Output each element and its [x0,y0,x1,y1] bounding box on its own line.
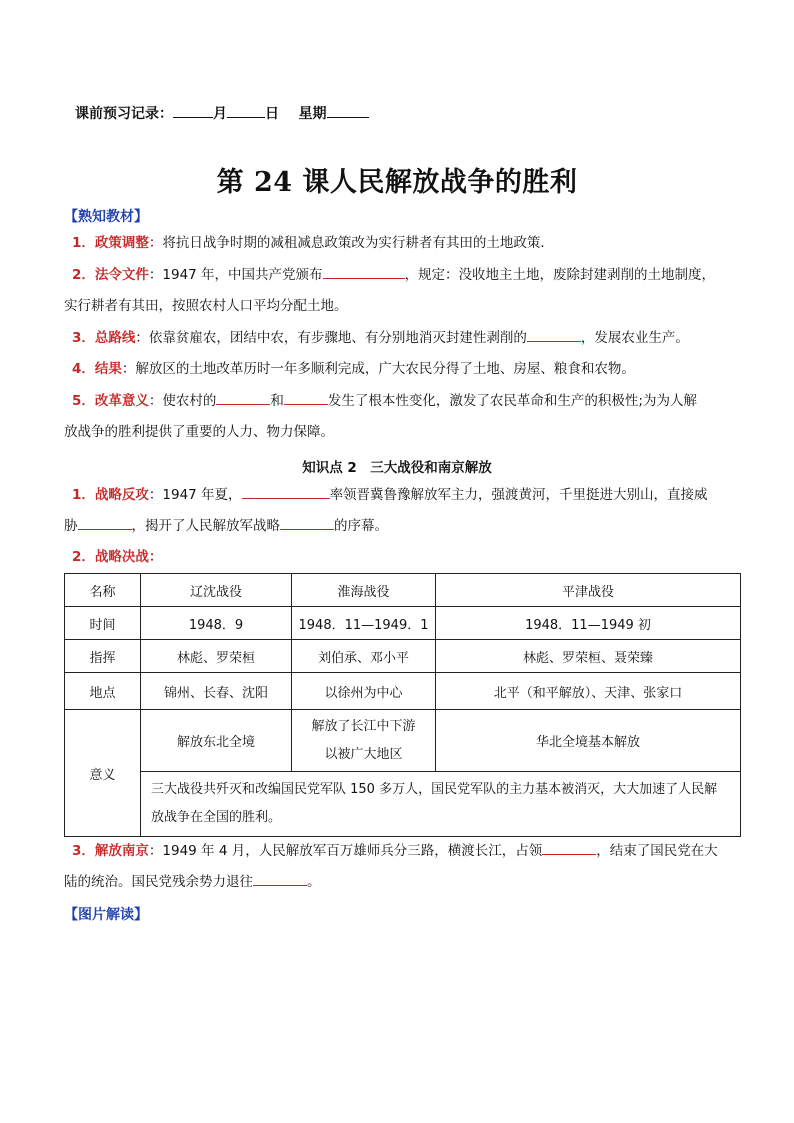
item-text: ：解放区的土地改革历时一年多顺利完成，广大农民分得了土地、房屋、粮食和农物。 [121,361,635,377]
item-text: 。 [307,874,321,890]
item-text: 发生了根本性变化，激发了农民革命和生产的积极性;为为人解 [327,393,697,409]
item-text: ：使农村的 [148,393,217,409]
table-cell: 指挥 [65,640,141,673]
header-cell: 辽沈战役 [141,574,292,607]
item-text: ：1949 年 4 月，人民解放军百万雄师兵分三路，横渡长江，占领 [148,843,543,859]
item-text-continued [64,867,740,898]
table-cell: 华北全境基本解放 [436,710,741,772]
item-number: 1． [72,235,95,251]
item-text: ：依靠贫雇农，团结中农，有步骤地、有分别地消灭封建性剥削的 [135,330,527,346]
table-cell: 1948．9 [141,607,292,640]
item-text: ，规定：没收地主土地，废除封建剥削的土地制度， [404,267,716,283]
keyword: 法令文件 [94,267,149,283]
table-cell [292,710,436,772]
p1-item-5 [64,386,740,448]
table-header-row [65,574,741,607]
item-text: 率领晋冀鲁豫解放军主力，强渡黄河，千里挺进大别山，直接威 [329,487,708,503]
keyword: 总路线 [94,330,136,346]
item-text-continued [64,511,740,542]
table-cell: 时间 [65,607,141,640]
item-number: 4． [72,361,95,377]
item-text: ：1947 年夏， [148,487,242,503]
section-heading-known: 【熟知教材】 [64,209,148,225]
cell-line: 以被广大地区 [324,746,403,762]
p2-item-1 [64,480,740,542]
p2-item-3 [64,836,740,898]
table-cell: 锦州、长春、沈阳 [141,673,292,710]
fill-blank[interactable] [527,327,581,342]
keyword: 改革意义 [94,393,149,409]
table-cell: 林彪、罗荣桓、聂荣臻 [436,640,741,673]
item-number: 2． [72,267,95,283]
table-row [65,673,741,710]
fill-blank[interactable] [542,840,596,855]
table-cell: 1948．11—1949 初 [436,607,741,640]
item-number: 1． [72,487,95,503]
header-cell: 名称 [65,574,141,607]
fill-blank[interactable] [280,515,334,530]
fill-blank[interactable] [216,390,270,405]
p1-item-3 [72,323,740,354]
keyword: 战略反攻 [94,487,149,503]
item-number: 5． [72,393,95,409]
preview-record-line [75,103,369,123]
fill-blank[interactable] [242,484,330,499]
section-heading-picture: 【图片解读】 [64,907,148,923]
keyword: 政策调整 [94,235,149,251]
table-row-significance [65,710,741,772]
header-cell: 平津战役 [436,574,741,607]
fill-blank[interactable] [253,871,307,886]
p2-item-2 [72,542,740,573]
month-label: 月 [213,106,227,122]
table-cell: 1948．11—1949．1 [292,607,436,640]
summary-cell: 三大战役共歼灭和改编国民党军队 150 多万人，国民党军队的主力基本被消灭，大大加速了人民解放战争在全国的胜利。 [141,772,741,837]
item-text: ： [148,549,163,565]
item-number: 3． [72,843,95,859]
item-text-continued: 实行耕者有其田，按照农村人口平均分配土地。 [64,298,348,314]
keyword: 解放南京 [94,843,149,859]
day-blank[interactable] [227,103,265,118]
fill-blank[interactable] [78,515,132,530]
table-cell: 北平（和平解放）、天津、张家口 [436,673,741,710]
p1-item-2 [64,260,740,322]
table-cell: 以徐州为中心 [292,673,436,710]
item-text: ，发展农业生产。 [580,330,689,346]
table-cell: 地点 [65,673,141,710]
item-text: 胁 [64,518,78,534]
item-text-continued: 放战争的胜利提供了重要的人力、物力保障。 [64,424,334,440]
month-blank[interactable] [173,103,213,118]
significance-label: 意义 [65,710,141,837]
table-cell: 林彪、罗荣桓 [141,640,292,673]
item-number: 3． [72,330,95,346]
table-row [65,640,741,673]
table-row-summary [65,772,741,837]
three-campaigns-table [64,573,741,837]
weekday-blank[interactable] [327,103,369,118]
item-number: 2． [72,549,95,565]
item-text: ：1947 年，中国共产党颁布 [148,267,323,283]
preview-label: 课前预习记录： [75,106,173,122]
weekday-label: 星期 [298,106,327,122]
day-label: 日 [265,106,279,122]
knowledge-point-2-title: 知识点 2 三大战役和南京解放 [302,460,492,476]
item-text: 的序幕。 [334,518,388,534]
keyword: 战略决战 [94,549,149,565]
page-title: 第 24 课人民解放战争的胜利 [216,167,578,198]
item-text: ，结束了国民党在大 [596,843,718,859]
keyword: 结果 [94,361,122,377]
table-cell: 解放东北全境 [141,710,292,772]
header-cell: 淮海战役 [292,574,436,607]
p1-item-4 [72,354,740,385]
cell-line: 解放了长江中下游 [311,718,416,734]
item-text: 陆的统治。国民党残余势力退往 [64,874,253,890]
item-text: ，揭开了人民解放军战略 [131,518,280,534]
table-cell: 刘伯承、邓小平 [292,640,436,673]
fill-blank[interactable] [284,390,328,405]
item-text: ：将抗日战争时期的减租减息政策改为实行耕者有其田的土地政策． [148,235,554,251]
table-row [65,607,741,640]
item-text: 和 [270,393,284,409]
fill-blank[interactable] [323,264,405,279]
p1-item-1 [72,228,740,259]
